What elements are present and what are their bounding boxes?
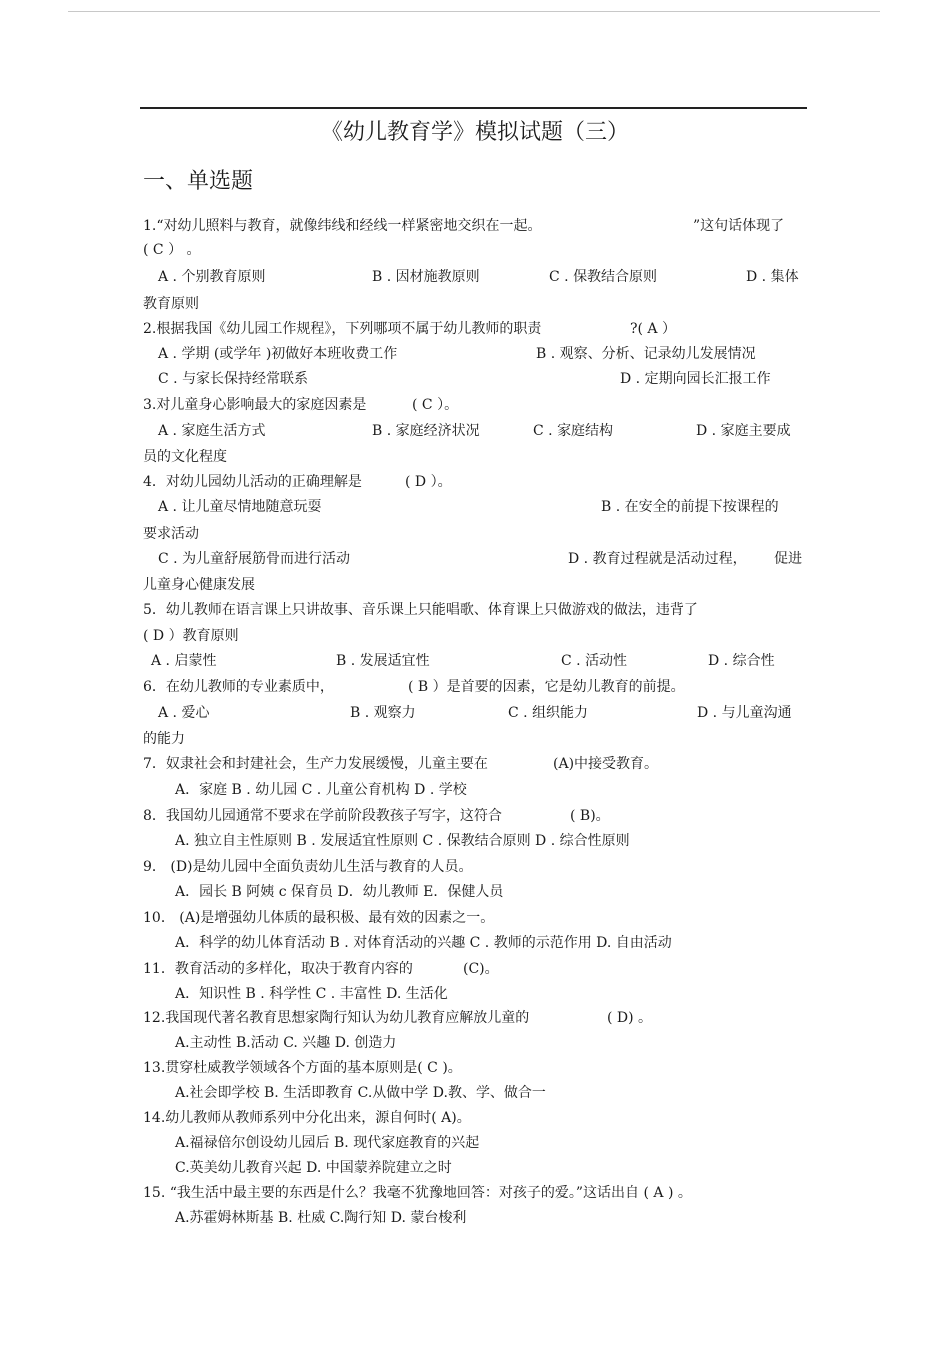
question-14-options-cd: C.英美幼儿教育兴起 D. 中国蒙养院建立之时 [175,1160,452,1176]
question-1-answer: ( C ） 。 [143,242,201,258]
question-3-option-d-cont: 员的文化程度 [143,449,227,465]
question-2-option-b: B . 观察、分析、记录幼儿发展情况 [536,346,756,362]
question-3-option-a: A . 家庭生活方式 [158,423,266,439]
question-1-option-d: D . 集体 [746,269,799,285]
question-4-option-a: A . 让儿童尽情地随意玩耍 [158,499,322,515]
question-12-answer: ( D) 。 [607,1010,653,1026]
question-6-option-c: C . 组织能力 [508,705,589,721]
question-8-stem: 8．我国幼儿园通常不要求在学前阶段教孩子写字，这符合 [143,808,502,824]
question-5-option-a: A . 启蒙性 [151,653,217,669]
question-2-option-c: C . 与家长保持经常联系 [158,371,309,387]
question-6-option-d: D . 与儿童沟通 [697,705,792,721]
page-top-border [68,11,880,12]
question-2-option-d: D . 定期向园长汇报工作 [620,371,771,387]
question-2-answer: ?( A ） [630,321,676,337]
question-13-options: A.社会即学校 B. 生活即教育 C.从做中学 D.教、学、做合一 [175,1085,546,1101]
question-5-option-b: B . 发展适宜性 [336,653,430,669]
question-10-options: A．科学的幼儿体育活动 B . 对体育活动的兴趣 C . 教师的示范作用 D. 自由活动 [175,935,672,951]
question-8-options: A. 独立自主性原则 B . 发展适宜性原则 C . 保教结合原则 D . 综合性原则 [175,833,630,849]
question-6-answer: ( B ）是首要的因素，它是幼儿教育的前提。 [408,679,685,695]
question-6-stem: 6．在幼儿教师的专业素质中， [143,679,334,695]
question-3-option-d: D . 家庭主要成 [696,423,791,439]
question-15-stem: 15. “我生活中最主要的东西是什么？我毫不犹豫地回答：对孩子的爱。”这话出自 ( A ) 。 [143,1185,692,1201]
question-10-stem: 10． (A)是增强幼儿体质的最积极、最有效的因素之一。 [143,910,495,926]
question-8-answer: ( B)。 [570,808,610,824]
question-4-option-d-cont: 儿童身心健康发展 [143,577,255,593]
header-rule [140,107,807,109]
question-3-option-b: B . 家庭经济状况 [372,423,480,439]
question-4-option-b-cont: 要求活动 [143,526,199,542]
question-11-stem: 11．教育活动的多样化，取决于教育内容的 [143,961,413,977]
question-4-stem: 4．对幼儿园幼儿活动的正确理解是 [143,474,362,490]
question-6-option-d-cont: 的能力 [143,731,185,747]
question-1-option-b: B . 因材施教原则 [372,269,480,285]
question-4-option-d-tail: 促进 [774,551,802,567]
question-12-options: A.主动性 B.活动 C. 兴趣 D. 创造力 [175,1035,397,1051]
question-1-option-d-cont: 教育原则 [143,296,199,312]
question-1-option-c: C . 保教结合原则 [549,269,658,285]
question-4-option-c: C . 为儿童舒展筋骨而进行活动 [158,551,351,567]
question-13-stem: 13.贯穿杜威教学领域各个方面的基本原则是( C )。 [143,1060,462,1076]
question-11-answer: (C)。 [463,961,499,977]
question-5-option-c: C . 活动性 [561,653,628,669]
question-11-options: A．知识性 B . 科学性 C . 丰富性 D. 生活化 [175,986,448,1002]
question-14-stem: 14.幼儿教师从教师系列中分化出来，源自何时( A)。 [143,1110,471,1126]
question-3-option-c: C . 家庭结构 [533,423,614,439]
section-heading: 一、单选题 [143,169,254,194]
question-14-options-ab: A.福禄倍尔创设幼儿园后 B. 现代家庭教育的兴起 [175,1135,480,1151]
question-1-option-a: A . 个别教育原则 [158,269,266,285]
question-15-options: A.苏霍姆林斯基 B. 杜威 C.陶行知 D. 蒙台梭利 [175,1210,467,1226]
question-9-stem: 9． (D)是幼儿园中全面负责幼儿生活与教育的人员。 [143,859,473,875]
question-4-option-b: B . 在安全的前提下按课程的 [601,499,779,515]
question-2-option-a: A . 学期 (或学年 )初做好本班收费工作 [158,346,398,362]
question-7-options: A．家庭 B . 幼儿园 C . 儿童公育机构 D . 学校 [175,782,467,798]
question-1-stem-tail: ”这句话体现了 [693,218,785,234]
question-9-options: A．园长 B 阿姨 c 保育员 D．幼儿教师 E．保健人员 [175,884,504,900]
question-2-stem: 2.根据我国《幼儿园工作规程》，下列哪项不属于幼儿教师的职责 [143,321,542,337]
question-12-stem: 12.我国现代著名教育思想家陶行知认为幼儿教育应解放儿童的 [143,1010,530,1026]
question-4-option-d: D . 教育过程就是活动过程， [568,551,747,567]
question-4-answer: ( D ）。 [405,474,452,490]
question-5-answer: ( D ）教育原则 [143,628,239,644]
document-title: 《幼儿教育学》模拟试题（三） [320,120,629,145]
question-3-stem: 3.对儿童身心影响最大的家庭因素是 [143,397,367,413]
question-6-option-a: A . 爱心 [158,705,210,721]
question-6-option-b: B . 观察力 [350,705,416,721]
question-7-answer: (A)中接受教育。 [553,756,659,772]
question-3-answer: ( C ）。 [412,397,459,413]
question-5-option-d: D . 综合性 [708,653,775,669]
question-5-stem: 5．幼儿教师在语言课上只讲故事、音乐课上只能唱歌、体育课上只做游戏的做法，违背了 [143,602,698,618]
question-7-stem: 7．奴隶社会和封建社会，生产力发展缓慢，儿童主要在 [143,756,488,772]
question-1-stem: 1.“对幼儿照料与教育，就像纬线和经线一样紧密地交织在一起。 [143,218,542,234]
